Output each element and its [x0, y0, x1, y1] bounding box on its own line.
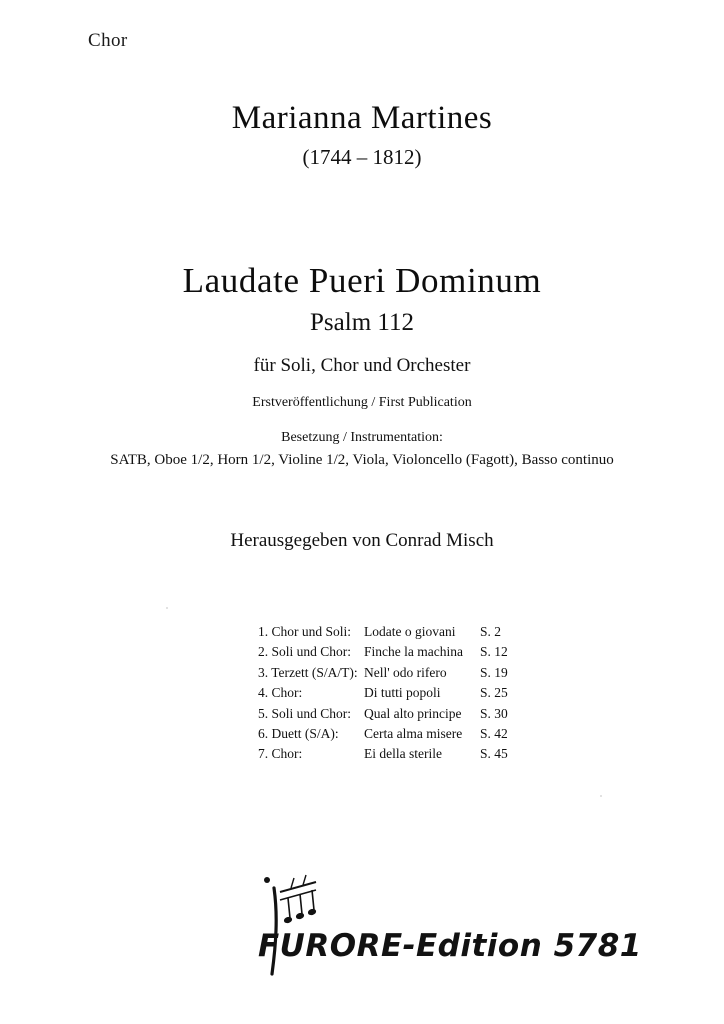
table-row — [258, 706, 508, 726]
contents-incipit: Di tutti popoli — [364, 685, 441, 701]
contents-number: 2. Soli und Chor: — [258, 644, 352, 660]
first-publication-note: Erstveröffentlichung / First Publication — [252, 394, 472, 410]
scan-speck — [600, 795, 602, 797]
work-scoring: für Soli, Chor und Orchester — [253, 354, 471, 376]
instrumentation-block — [0, 430, 724, 469]
contents-page: S. 19 — [480, 664, 508, 680]
work-subtitle: Psalm 112 — [310, 308, 414, 336]
instrumentation-heading: Besetzung / Instrumentation: — [281, 430, 443, 445]
contents-number: 7. Chor: — [258, 746, 303, 762]
table-row — [258, 685, 508, 705]
composer-dates: (1744 – 1812) — [302, 145, 422, 170]
contents-number: 1. Chor und Soli: — [258, 624, 352, 639]
contents-table — [258, 624, 508, 767]
contents-incipit: Lodate o giovani — [364, 624, 456, 639]
table-row — [258, 726, 508, 746]
publisher-logo — [258, 870, 658, 990]
contents-number: 5. Soli und Chor: — [258, 705, 352, 721]
contents-page: S. 25 — [480, 685, 508, 701]
contents-incipit: Ei della sterile — [364, 746, 442, 762]
contents-number: 4. Chor: — [258, 685, 303, 701]
table-row — [258, 624, 508, 644]
title-block — [0, 262, 724, 411]
contents-number: 6. Duett (S/A): — [258, 725, 339, 741]
contents-page: S. 30 — [480, 705, 508, 721]
contents-incipit: Qual alto principe — [364, 705, 462, 721]
work-title: Laudate Pueri Dominum — [182, 261, 542, 300]
contents-incipit: Nell' odo rifero — [364, 664, 447, 680]
contents-incipit: Finche la machina — [364, 644, 463, 660]
table-row — [258, 665, 508, 685]
part-label: Chor — [88, 30, 128, 51]
scan-speck — [166, 607, 168, 609]
table-row — [258, 746, 508, 766]
contents-table-body — [258, 624, 508, 767]
composer-name: Marianna Martines — [231, 100, 493, 136]
publisher-name: FURORE-Edition 5781 — [258, 928, 642, 964]
composer-block — [0, 100, 724, 170]
editor-credit: Herausgegeben von Conrad Misch — [230, 530, 494, 551]
contents-number: 3. Terzett (S/A/T): — [258, 664, 358, 680]
instrumentation-list: SATB, Oboe 1/2, Horn 1/2, Violine 1/2, Viola, Violoncello (Fagott), Basso continuo — [110, 452, 614, 468]
contents-page: S. 2 — [480, 624, 502, 639]
contents-page: S. 45 — [480, 746, 508, 762]
table-row — [258, 644, 508, 664]
contents-incipit: Certa alma misere — [364, 725, 463, 741]
contents-page: S. 42 — [480, 725, 508, 741]
contents-page: S. 12 — [480, 644, 508, 660]
